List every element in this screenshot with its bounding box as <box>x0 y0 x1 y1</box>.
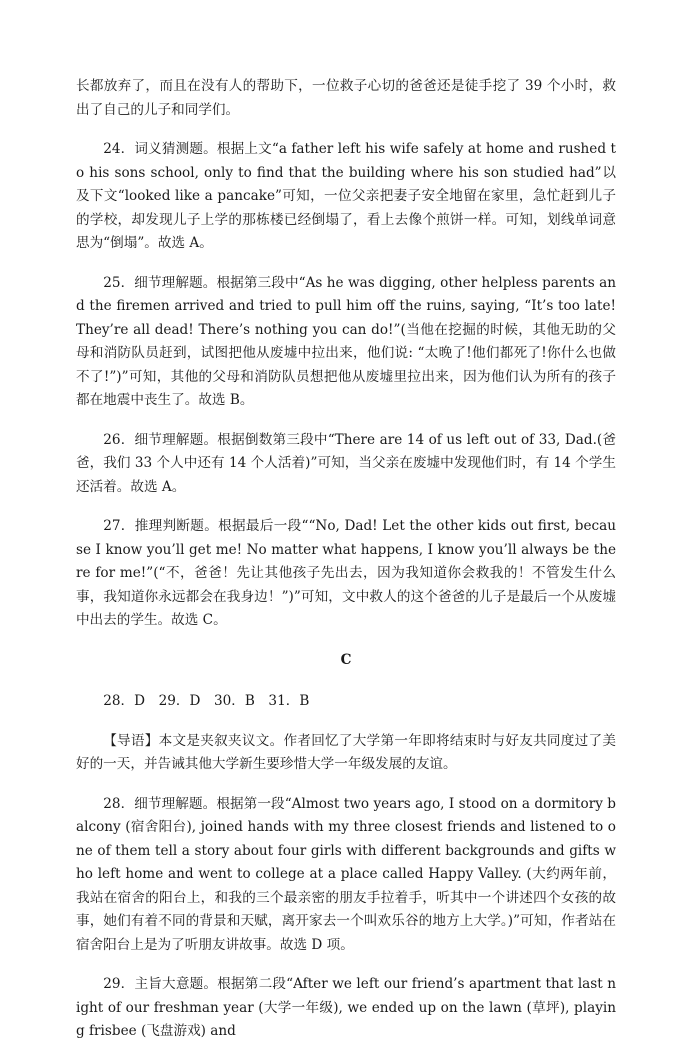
answer-explanation-27: 27．推理判断题。根据最后一段““No, Dad! Let the other kids out first, because I know you’ll get me! No matter what happens, I know you’ll always be there for me!”(“不，爸爸！先让其他孩子先出去，因为我知道你会救我的！不管发生什么事，我知道你永远都会在我身边！”)”可知，文中救人的这个爸爸的儿子是最后一个从废墟中出去的学生。故选 C。 <box>76 518 616 628</box>
answer-explanation-29: 29．主旨大意题。根据第二段“After we left our friend’s apartment that last night of our freshman year (大学一年级), we ended up on the lawn (草坪), playing frisbee (飞盘游戏) and <box>76 976 616 1039</box>
section-heading: C <box>340 651 352 668</box>
answer-explanation-26: 26．细节理解题。根据倒数第三段中“There are 14 of us left out of 33, Dad.(爸爸，我们 33 个人中还有 14 个人活着)”可知，当父亲在废墟中发现他们时，有 14 个学生还活着。故选 A。 <box>76 431 616 495</box>
paragraph-continuation: 长都放弃了，而且在没有人的帮助下，一位救子心切的爸爸还是徒手挖了 39 个小时，救出了自己的儿子和同学们。 <box>76 78 616 118</box>
answer-explanation-28: 28．细节理解题。根据第一段“Almost two years ago, I stood on a dormitory balcony (宿舍阳台), joined hands with my three closest friends and listened to one of them tell a story about four girls with different backgrounds and gifts who left home and went to college at a place called Happy Valley. (大约两年前，我站在宿舍的阳台上，和我的三个最亲密的朋友手拉着手，听其中一个讲述四个女孩的故事，她们有着不同的背景和天赋，离开家去一个叫欢乐谷的地方上大学。)”可知，作者站在宿舍阳台上是为了听朋友讲故事。故选 D 项。 <box>76 795 616 953</box>
document-body <box>76 75 616 1060</box>
answer-explanation-24: 24．词义猜测题。根据上文“a father left his wife safely at home and rushed to his sons school, only to find that the building where his son studied had”以及下文“looked like a pancake”可知，一位父亲把妻子安全地留在家里，急忙赶到儿子的学校，却发现儿子上学的那栋楼已经倒塌了，看上去像个煎饼一样。可知，划线单词意思为“倒塌”。故选 A。 <box>76 141 616 251</box>
passage-intro: 【导语】本文是夹叙夹议文。作者回忆了大学第一年即将结束时与好友共同度过了美好的一天，并告诫其他大学新生要珍惜大学一年级发展的友谊。 <box>76 732 616 772</box>
answer-key-line: 28．D 29．D 30．B 31．B <box>103 693 310 709</box>
answer-explanation-25: 25．细节理解题。根据第三段中“As he was digging, other helpless parents and the firemen arrived and tried to pull him off the ruins, saying, “It’s too late! They’re all dead! There’s nothing you can do!”(当他在挖掘的时候，其他无助的父母和消防队员赶到，试图把他从废墟中拉出来，他们说: “太晚了!他们都死了!你什么也做不了!”)”可知，其他的父母和消防队员想把他从废墟里拉出来，因为他们认为所有的孩子都在地震中丧生了。故选 B。 <box>76 274 616 408</box>
